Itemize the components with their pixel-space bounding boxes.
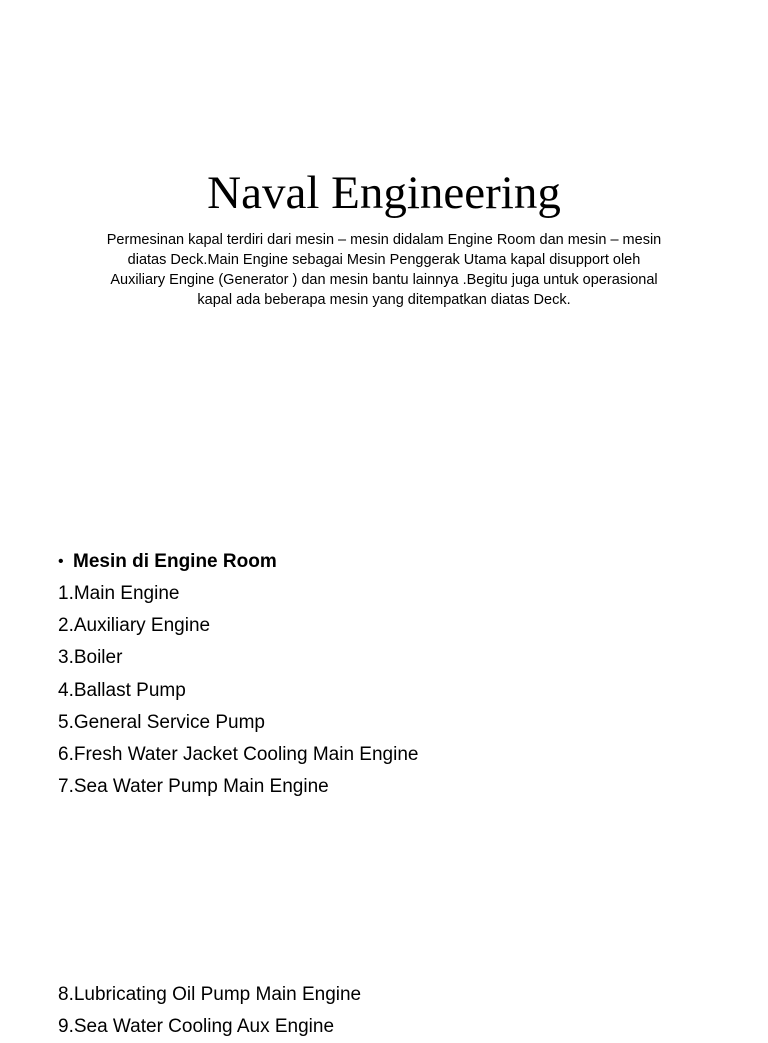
engine-room-section	[58, 546, 738, 803]
list-item: 9.Sea Water Cooling Aux Engine	[58, 1016, 335, 1038]
list-item: 6.Fresh Water Jacket Cooling Main Engine	[58, 744, 419, 766]
section-heading-label: Mesin di Engine Room	[73, 551, 277, 572]
page-title: Naval Engineering	[207, 167, 561, 219]
bullet-icon: •	[58, 553, 64, 570]
list-item: 2.Auxiliary Engine	[58, 615, 211, 637]
list-item: 3.Boiler	[58, 647, 123, 669]
list-item: 5.General Service Pump	[58, 711, 265, 733]
list-item: 1.Main Engine	[58, 583, 180, 604]
intro-paragraph: Permesinan kapal terdiri dari mesin – mesin didalam Engine Room dan mesin – mesin diatas Deck.Main Engine sebagai Mesin Penggerak Utama kapal disupport oleh Auxiliary Engine (Generator ) dan mesin bantu lainnya .Begitu juga untuk operasional kapal ada beberapa mesin yang ditempatkan diatas Deck.	[106, 232, 662, 308]
list-item: 7.Sea Water Pump Main Engine	[58, 776, 329, 798]
engine-room-section-continued	[58, 979, 738, 1043]
list-item: 8.Lubricating Oil Pump Main Engine	[58, 984, 362, 1005]
engine-room-list-continued	[58, 979, 738, 1043]
list-item: 4.Ballast Pump	[58, 679, 186, 701]
section-heading	[58, 546, 738, 578]
engine-room-list	[58, 578, 738, 803]
